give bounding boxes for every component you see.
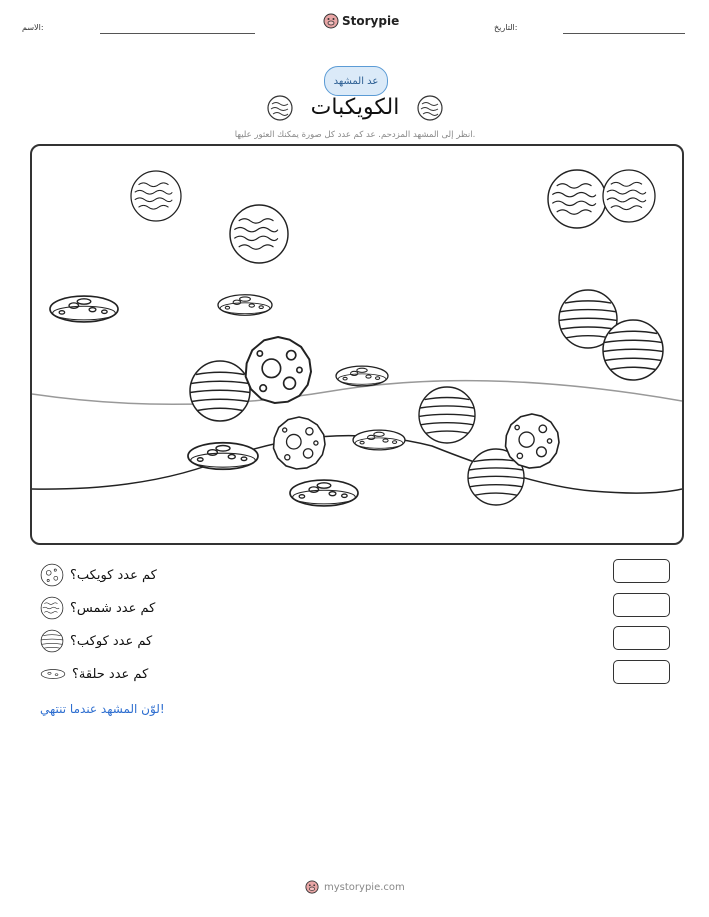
sun-shape [131,171,181,221]
name-line[interactable] [100,33,255,34]
answer-box-sun[interactable] [613,593,670,617]
pig-face-icon [305,880,319,894]
ring-shape [353,430,405,450]
date-label: التاريخ: [494,23,518,32]
brand-name: Storypie [342,14,400,28]
scene-illustration [32,146,682,543]
ring-icon [40,667,66,681]
asteroid-shape [246,337,311,403]
question-sun [40,596,240,620]
page-title: الكويكبات [310,95,400,120]
planet-shape [190,361,250,421]
name-label: الاسم: [22,23,44,32]
question-ring-text: كم عدد حلقة؟ [72,666,149,682]
instructions: انظر إلى المشهد المزدحم. عد كم عدد كل صورة يمكنك العثور عليها. [234,130,476,140]
count-scene-badge: عد المشهد [324,66,388,96]
pig-face-icon [323,13,339,29]
question-planet-text: كم عدد كوكب؟ [70,633,153,649]
question-asteroid-text: كم عدد كويكب؟ [70,567,157,583]
sun-icon [40,596,64,620]
ring-shape [290,480,358,506]
sun-icon [416,94,444,122]
planet-shape [419,387,475,443]
ring-shape [50,296,118,322]
answer-box-ring[interactable] [613,660,670,684]
planet-icon [40,629,64,653]
question-sun-text: كم عدد شمس؟ [70,600,156,616]
question-asteroid [40,563,240,587]
question-ring [40,662,240,686]
footer-site: mystorypie.com [324,881,405,893]
question-planet [40,629,240,653]
footer [305,880,405,894]
color-instruction: لوّن المشهد عندما تنتهي! [40,702,165,716]
date-line[interactable] [563,33,685,34]
scene-panel [30,144,684,545]
answer-box-asteroid[interactable] [613,559,670,583]
ring-shape [218,295,272,316]
ring-shape [188,443,258,470]
ring-shape [336,366,388,386]
planet-shape [603,320,663,380]
sun-shape [548,170,606,228]
asteroid-shape [274,417,325,469]
sun-shape [603,170,655,222]
answer-box-planet[interactable] [613,626,670,650]
asteroid-icon [40,563,64,587]
brand-logo [323,13,399,29]
sun-shape [230,205,288,263]
asteroid-shape [506,414,559,468]
